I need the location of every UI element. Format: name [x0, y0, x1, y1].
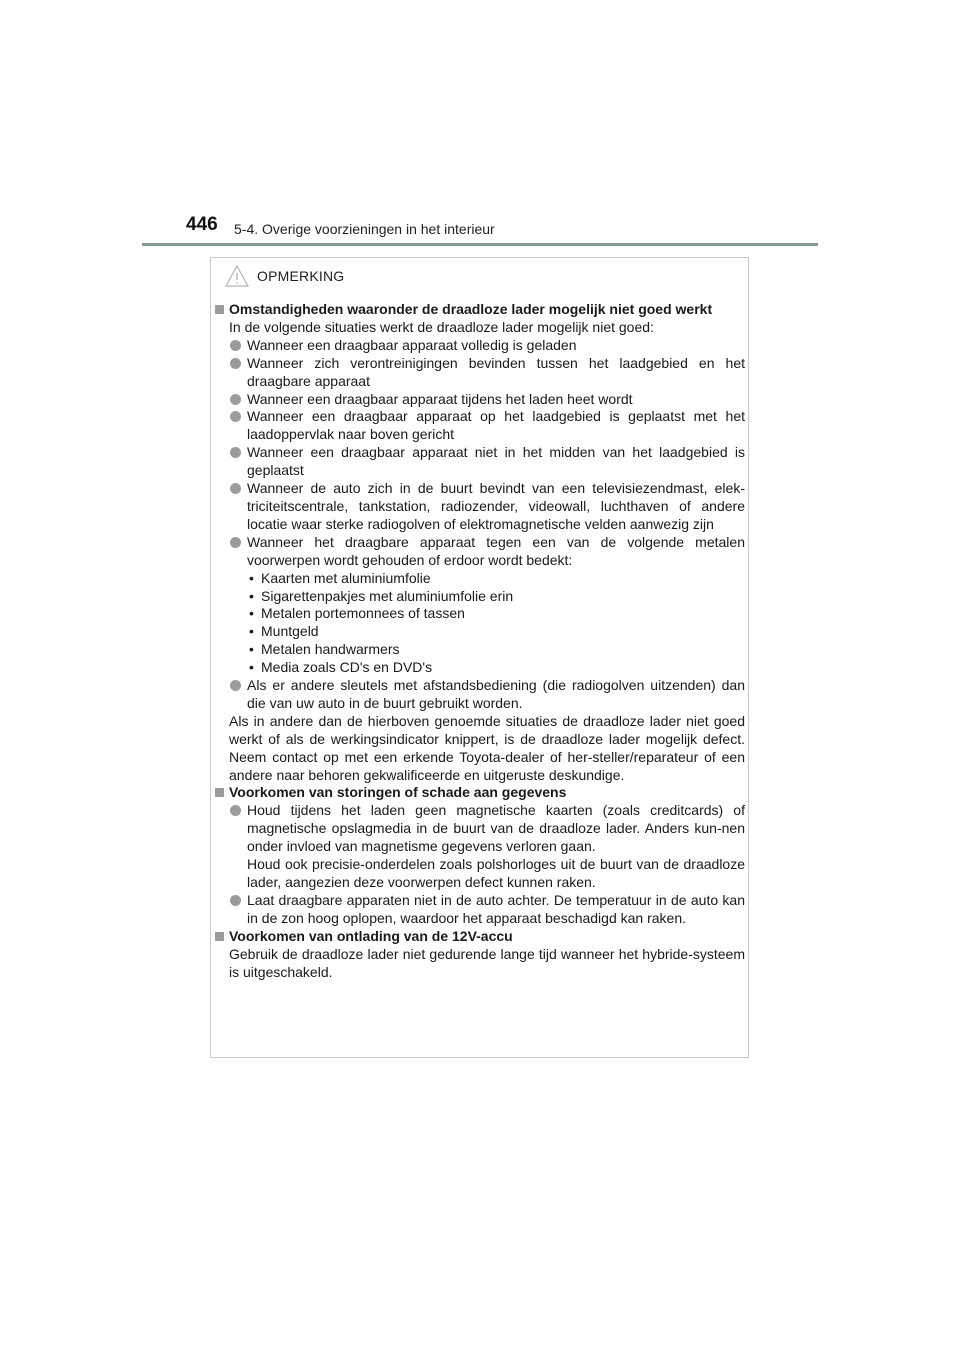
notice-content: [215, 301, 745, 981]
list-item: Wanneer het draagbare apparaat tegen een van de volgende metalen voorwerpen wordt gehouden of erdoor wordt bedekt:: [215, 534, 745, 570]
round-bullet-icon: [230, 358, 241, 369]
notice-box: [210, 257, 749, 1058]
list-item: Als er andere sleutels met afstandsbediening (die radiogolven uitzenden) dan die van uw auto in de buurt gebruikt worden.: [215, 677, 745, 713]
list-item: Wanneer zich verontreinigingen bevinden tussen het laadgebied en het draagbare apparaat: [215, 355, 745, 391]
list-item: Wanneer een draagbaar apparaat tijdens het laden heet wordt: [215, 391, 745, 409]
round-bullet-icon: [230, 483, 241, 494]
intro-text: In de volgende situaties werkt de draadloze lader mogelijk niet goed:: [229, 318, 654, 335]
section-heading: Omstandigheden waaronder de draadloze lader mogelijk niet goed werkt: [215, 301, 745, 319]
round-bullet-icon: [230, 340, 241, 351]
round-bullet-icon: [230, 411, 241, 422]
round-bullet-icon: [230, 895, 241, 906]
closing-text: Als in andere dan de hierboven genoemde situaties de draadloze lader niet goed werkt of als de werkingsindicator knippert, is de draadloze lader mogelijk defect. Neem contact op met een erkende Toyota-dealer of her-steller/reparateur of een andere naar behoren gekwalificeerde en uitgeruste deskundige.: [229, 712, 745, 783]
sub-list-item: • Media zoals CD's en DVD's: [249, 659, 433, 676]
list-item: Houd tijdens het laden geen magnetische kaarten (zoals creditcards) of magnetische opslagmedia in de buurt van de draadloze lader. Anders kun-nen onder invloed van magnetisme gegevens verloren gaan.: [215, 802, 745, 856]
page-number: 446: [186, 214, 218, 235]
round-bullet-icon: [230, 394, 241, 405]
notice-header: [225, 265, 344, 287]
square-bullet-icon: [215, 788, 224, 797]
square-bullet-icon: [215, 932, 224, 941]
list-item: Wanneer een draagbaar apparaat niet in het midden van het laadgebied is geplaatst: [215, 444, 745, 480]
sub-list-item: • Metalen portemonnees of tassen: [249, 605, 465, 622]
sub-list-item: • Muntgeld: [249, 623, 319, 640]
body-text: Gebruik de draadloze lader niet gedurende lange tijd wanneer het hybride-systeem is uitgeschakeld.: [229, 945, 745, 980]
list-item: Wanneer de auto zich in de buurt bevindt van een televisiezendmast, elek-triciteitscentrale, tankstation, radiozender, videowall, luchthaven of andere locatie waar sterke radiogolven of elektromagnetische velden aanwezig zijn: [215, 480, 745, 534]
section-title: 5-4. Overige voorzieningen in het interieur: [234, 221, 495, 237]
round-bullet-icon: [230, 805, 241, 816]
warning-triangle-icon: [225, 265, 249, 287]
notice-label: OPMERKING: [257, 268, 345, 284]
round-bullet-icon: [230, 447, 241, 458]
bullet-note: Houd ook precisie-onderdelen zoals polshorloges uit de buurt van de draadloze lader, aangezien deze voorwerpen defect kunnen raken.: [247, 856, 745, 890]
header-rule: [142, 243, 818, 246]
sub-list-item: • Metalen handwarmers: [249, 641, 400, 658]
list-item: Wanneer een draagbaar apparaat op het laadgebied is geplaatst met het laadoppervlak naar boven gericht: [215, 408, 745, 444]
sub-list-item: • Sigarettenpakjes met aluminiumfolie erin: [249, 587, 514, 604]
round-bullet-icon: [230, 680, 241, 691]
square-bullet-icon: [215, 305, 224, 314]
section-heading: Voorkomen van storingen of schade aan gegevens: [215, 784, 745, 802]
list-item: Wanneer een draagbaar apparaat volledig is geladen: [215, 337, 745, 355]
round-bullet-icon: [230, 537, 241, 548]
sub-list-item: • Kaarten met aluminiumfolie: [249, 569, 431, 586]
list-item: Laat draagbare apparaten niet in de auto achter. De temperatuur in de auto kan in de zon hoog oplopen, waardoor het apparaat beschadigd kan raken.: [215, 892, 745, 928]
section-heading: Voorkomen van ontlading van de 12V-accu: [215, 928, 745, 946]
